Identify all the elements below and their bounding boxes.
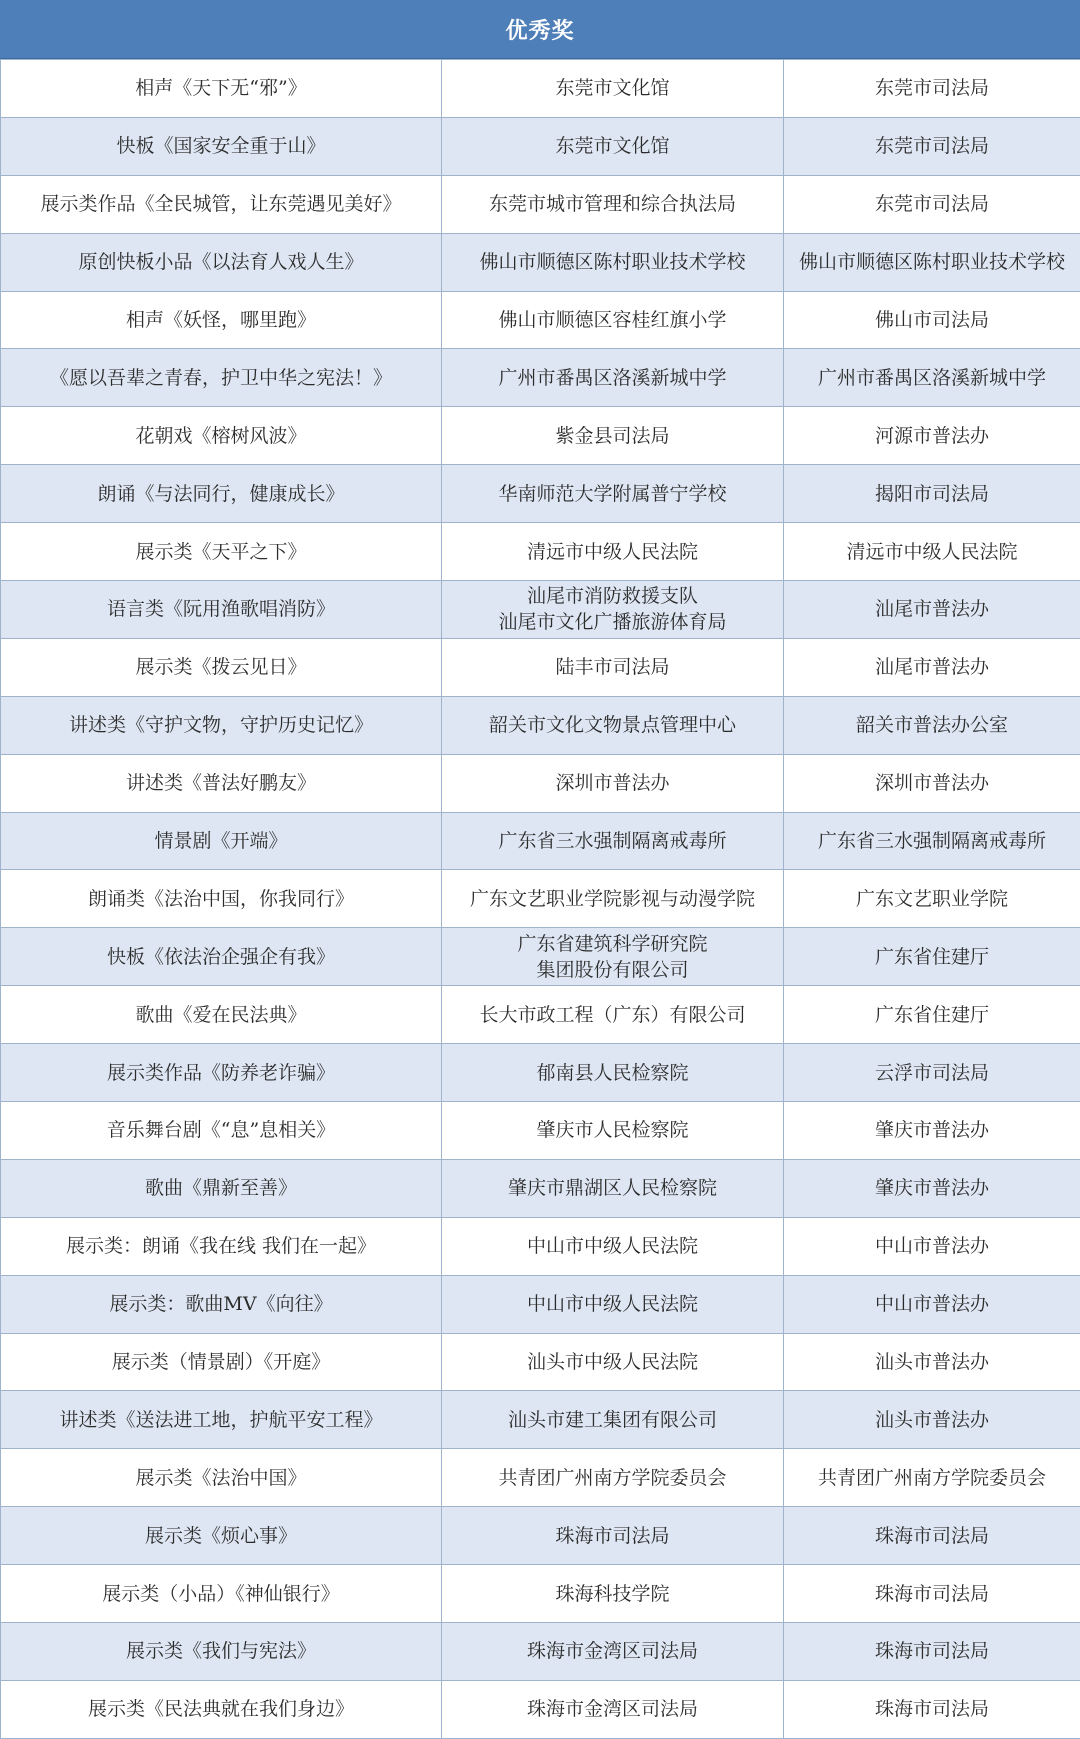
table-row <box>1 1449 1080 1507</box>
work-title-cell: 相声《天下无“邪”》 <box>1 60 442 118</box>
work-title-cell: 歌曲《爱在民法典》 <box>1 986 442 1044</box>
organization-cell: 汕头市建工集团有限公司 <box>442 1391 784 1449</box>
recommender-cell: 珠海市司法局 <box>784 1565 1080 1623</box>
work-title-cell: 歌曲《鼎新至善》 <box>1 1159 442 1217</box>
recommender-cell: 珠海市司法局 <box>784 1507 1080 1565</box>
recommender-cell: 肇庆市普法办 <box>784 1159 1080 1217</box>
award-category-title: 优秀奖 <box>505 14 574 45</box>
work-title-cell: 《愿以吾辈之青春，护卫中华之宪法！》 <box>1 349 442 407</box>
work-title-cell: 展示类作品《防养老诈骗》 <box>1 1044 442 1102</box>
organization-cell: 紫金县司法局 <box>442 407 784 465</box>
recommender-cell: 云浮市司法局 <box>784 1044 1080 1102</box>
recommender-cell: 汕尾市普法办 <box>784 638 1080 696</box>
work-title-cell: 快板《依法治企强企有我》 <box>1 928 442 986</box>
recommender-cell: 汕头市普法办 <box>784 1391 1080 1449</box>
organization-cell: 清远市中级人民法院 <box>442 523 784 581</box>
table-row <box>1 407 1080 465</box>
organization-cell: 广东文艺职业学院影视与动漫学院 <box>442 870 784 928</box>
organization-cell: 长大市政工程（广东）有限公司 <box>442 986 784 1044</box>
organization-cell: 韶关市文化文物景点管理中心 <box>442 696 784 754</box>
work-title-cell: 展示类《我们与宪法》 <box>1 1623 442 1681</box>
work-title-cell: 展示类《天平之下》 <box>1 523 442 581</box>
recommender-cell: 广东文艺职业学院 <box>784 870 1080 928</box>
organization-cell: 广东省三水强制隔离戒毒所 <box>442 812 784 870</box>
organization-cell: 中山市中级人民法院 <box>442 1217 784 1275</box>
organization-cell: 广州市番禺区洛溪新城中学 <box>442 349 784 407</box>
organization-cell: 佛山市顺德区陈村职业技术学校 <box>442 233 784 291</box>
recommender-cell: 东莞市司法局 <box>784 117 1080 175</box>
table-row <box>1 1623 1080 1681</box>
work-title-cell: 相声《妖怪，哪里跑》 <box>1 291 442 349</box>
work-title-cell: 情景剧《开端》 <box>1 812 442 870</box>
award-category-header <box>0 0 1080 59</box>
recommender-cell: 中山市普法办 <box>784 1275 1080 1333</box>
cell-line: 汕尾市消防救援支队 <box>446 583 779 609</box>
organization-cell: 共青团广州南方学院委员会 <box>442 1449 784 1507</box>
recommender-cell: 广东省住建厅 <box>784 986 1080 1044</box>
table-row <box>1 928 1080 986</box>
recommender-cell: 汕头市普法办 <box>784 1333 1080 1391</box>
work-title-cell: 展示类：歌曲MV《向往》 <box>1 1275 442 1333</box>
work-title-cell: 展示类（情景剧）《开庭》 <box>1 1333 442 1391</box>
recommender-cell: 清远市中级人民法院 <box>784 523 1080 581</box>
table-row <box>1 1680 1080 1738</box>
recommender-cell: 揭阳市司法局 <box>784 465 1080 523</box>
recommender-cell: 肇庆市普法办 <box>784 1102 1080 1160</box>
recommender-cell: 广东省三水强制隔离戒毒所 <box>784 812 1080 870</box>
recommender-cell: 佛山市司法局 <box>784 291 1080 349</box>
work-title-cell: 展示类《烦心事》 <box>1 1507 442 1565</box>
table-row <box>1 1044 1080 1102</box>
table-row <box>1 1391 1080 1449</box>
table-row <box>1 986 1080 1044</box>
work-title-cell: 讲述类《普法好鹏友》 <box>1 754 442 812</box>
table-row <box>1 1333 1080 1391</box>
organization-cell: 珠海市金湾区司法局 <box>442 1623 784 1681</box>
recommender-cell: 中山市普法办 <box>784 1217 1080 1275</box>
recommender-cell: 东莞市司法局 <box>784 60 1080 118</box>
organization-cell: 佛山市顺德区容桂红旗小学 <box>442 291 784 349</box>
recommender-cell: 广州市番禺区洛溪新城中学 <box>784 349 1080 407</box>
table-row <box>1 60 1080 118</box>
table-row <box>1 754 1080 812</box>
work-title-cell: 展示类《法治中国》 <box>1 1449 442 1507</box>
work-title-cell: 展示类《拨云见日》 <box>1 638 442 696</box>
awards-table-body <box>1 60 1080 1739</box>
organization-cell <box>442 581 784 639</box>
recommender-cell: 深圳市普法办 <box>784 754 1080 812</box>
organization-cell: 陆丰市司法局 <box>442 638 784 696</box>
recommender-cell: 佛山市顺德区陈村职业技术学校 <box>784 233 1080 291</box>
table-row <box>1 1159 1080 1217</box>
organization-cell: 东莞市城市管理和综合执法局 <box>442 175 784 233</box>
table-row <box>1 1565 1080 1623</box>
organization-cell: 东莞市文化馆 <box>442 60 784 118</box>
work-title-cell: 展示类作品《全民城管，让东莞遇见美好》 <box>1 175 442 233</box>
organization-cell: 肇庆市人民检察院 <box>442 1102 784 1160</box>
recommender-cell: 广东省住建厅 <box>784 928 1080 986</box>
work-title-cell: 花朝戏《榕树风波》 <box>1 407 442 465</box>
organization-cell: 珠海市司法局 <box>442 1507 784 1565</box>
organization-cell: 东莞市文化馆 <box>442 117 784 175</box>
recommender-cell: 共青团广州南方学院委员会 <box>784 1449 1080 1507</box>
table-row <box>1 117 1080 175</box>
table-row <box>1 1102 1080 1160</box>
table-row <box>1 638 1080 696</box>
organization-cell: 珠海科技学院 <box>442 1565 784 1623</box>
work-title-cell: 原创快板小品《以法育人戏人生》 <box>1 233 442 291</box>
work-title-cell: 音乐舞台剧《“息”息相关》 <box>1 1102 442 1160</box>
work-title-cell: 展示类（小品）《神仙银行》 <box>1 1565 442 1623</box>
organization-cell: 肇庆市鼎湖区人民检察院 <box>442 1159 784 1217</box>
recommender-cell: 河源市普法办 <box>784 407 1080 465</box>
organization-cell: 汕头市中级人民法院 <box>442 1333 784 1391</box>
recommender-cell: 东莞市司法局 <box>784 175 1080 233</box>
organization-cell: 华南师范大学附属普宁学校 <box>442 465 784 523</box>
work-title-cell: 朗诵《与法同行，健康成长》 <box>1 465 442 523</box>
table-row <box>1 1275 1080 1333</box>
work-title-cell: 朗诵类《法治中国，你我同行》 <box>1 870 442 928</box>
awards-table <box>0 59 1080 1739</box>
table-row <box>1 175 1080 233</box>
table-row <box>1 349 1080 407</box>
cell-line: 汕尾市文化广播旅游体育局 <box>446 609 779 635</box>
organization-cell: 深圳市普法办 <box>442 754 784 812</box>
recommender-cell: 汕尾市普法办 <box>784 581 1080 639</box>
recommender-cell: 珠海市司法局 <box>784 1680 1080 1738</box>
work-title-cell: 快板《国家安全重于山》 <box>1 117 442 175</box>
organization-cell: 郁南县人民检察院 <box>442 1044 784 1102</box>
table-row <box>1 523 1080 581</box>
cell-line: 广东省建筑科学研究院 <box>446 931 779 957</box>
table-row <box>1 1507 1080 1565</box>
work-title-cell: 展示类：朗诵《我在线 我们在一起》 <box>1 1217 442 1275</box>
cell-line: 集团股份有限公司 <box>446 957 779 983</box>
table-row <box>1 870 1080 928</box>
recommender-cell: 韶关市普法办公室 <box>784 696 1080 754</box>
organization-cell <box>442 928 784 986</box>
table-row <box>1 812 1080 870</box>
organization-cell: 珠海市金湾区司法局 <box>442 1680 784 1738</box>
recommender-cell: 珠海市司法局 <box>784 1623 1080 1681</box>
table-row <box>1 233 1080 291</box>
work-title-cell: 语言类《阮用渔歌唱消防》 <box>1 581 442 639</box>
work-title-cell: 展示类《民法典就在我们身边》 <box>1 1680 442 1738</box>
table-row <box>1 581 1080 639</box>
table-row <box>1 465 1080 523</box>
organization-cell: 中山市中级人民法院 <box>442 1275 784 1333</box>
table-row <box>1 1217 1080 1275</box>
table-row <box>1 291 1080 349</box>
work-title-cell: 讲述类《送法进工地，护航平安工程》 <box>1 1391 442 1449</box>
table-row <box>1 696 1080 754</box>
work-title-cell: 讲述类《守护文物，守护历史记忆》 <box>1 696 442 754</box>
